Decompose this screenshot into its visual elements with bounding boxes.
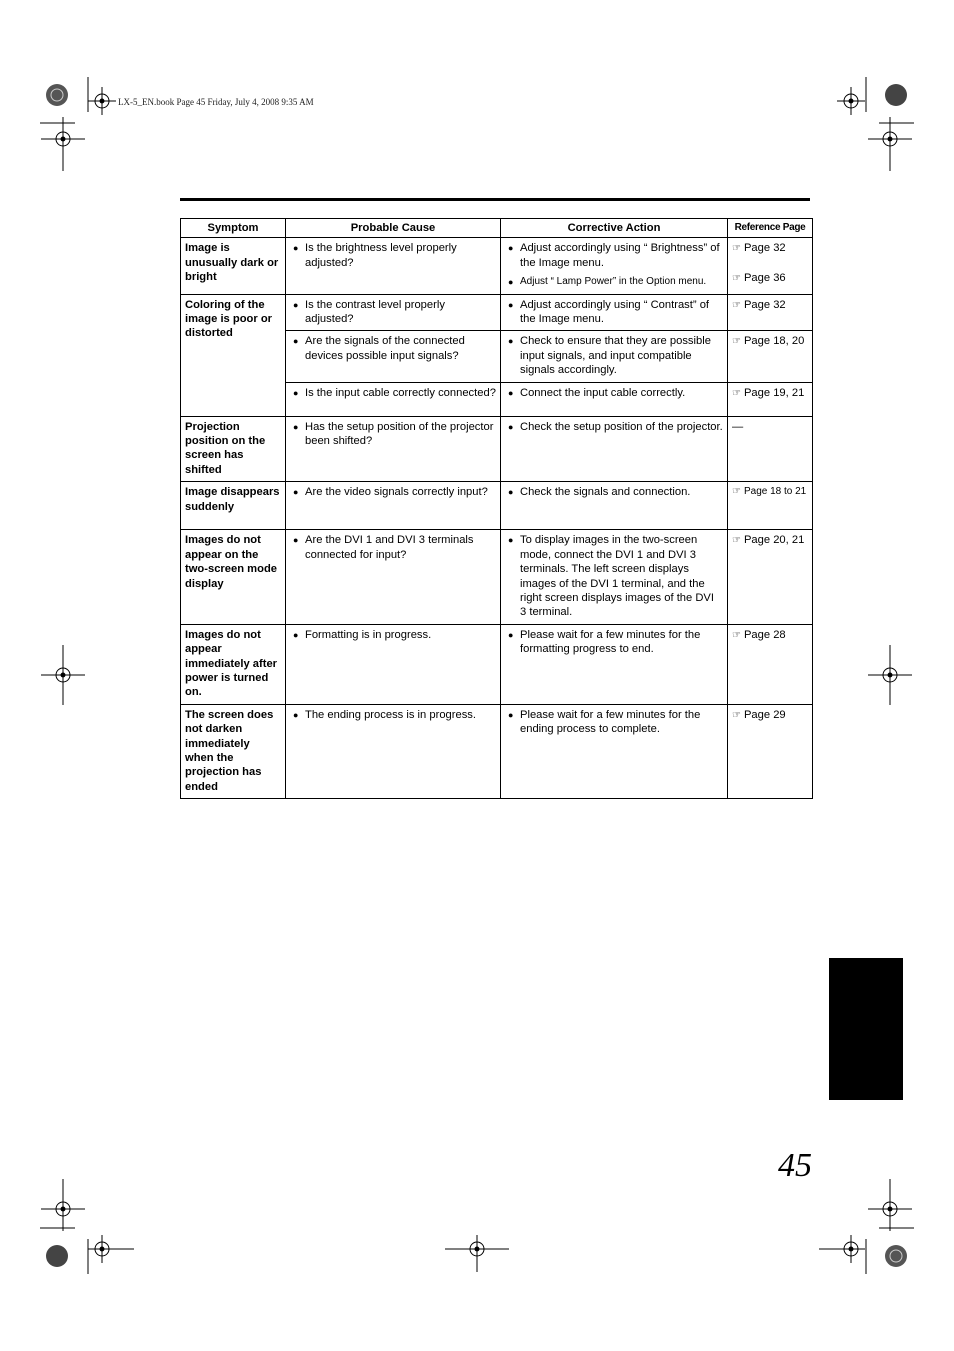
color-calibration-disc-icon (46, 84, 907, 1267)
pointing-hand-icon: ☞ (732, 709, 741, 721)
action-text: ● To display images in the two-screen mode, connect the DVI 1 and DVI 3 terminals. The left screen displays images of the DVI 1 terminal, and the right screen displays images of the DVI 3 terminal. (505, 533, 723, 619)
cause-text: ● Is the input cable correctly connected? (290, 386, 496, 400)
symptom-cell: Images do not appear immediately after power is turned on. (181, 624, 286, 704)
cause-text: ● Are the DVI 1 and DVI 3 terminals connected for input? (290, 533, 496, 562)
action-text: ● Adjust accordingly using “ Brightness” of the Image menu. (505, 241, 723, 270)
reference-link[interactable]: ☞ Page 19, 21 (732, 386, 805, 399)
reference-link[interactable]: ☞ Page 32 (732, 298, 786, 311)
header-corrective-action: Corrective Action (501, 219, 728, 238)
reference-link[interactable]: ☞ Page 29 (732, 708, 786, 721)
reference-cell: — (728, 416, 813, 482)
action-text: ● Please wait for a few minutes for the formatting progress to end. (505, 628, 723, 657)
header-probable-cause: Probable Cause (286, 219, 501, 238)
page-number: 45 (778, 1147, 812, 1184)
header-symptom: Symptom (181, 219, 286, 238)
pointing-hand-icon: ☞ (732, 387, 741, 399)
pointing-hand-icon: ☞ (732, 629, 741, 641)
header-reference-page: Reference Page (728, 219, 813, 238)
reference-link[interactable]: ☞ Page 36 (732, 271, 786, 284)
cause-text: ● Are the signals of the connected devices possible input signals? (290, 334, 496, 363)
symptom-cell: The screen does not darken immediately when the projection has ended (181, 704, 286, 798)
symptom-cell: Coloring of the image is poor or distorted (181, 294, 286, 416)
action-text: ● Check to ensure that they are possible input signals, and input compatible signals accordingly. (505, 334, 723, 377)
cause-text: ● The ending process is in progress. (290, 708, 496, 722)
action-text: ● Connect the input cable correctly. (505, 386, 723, 400)
cause-text: ● Has the setup position of the projector been shifted? (290, 420, 496, 449)
symptom-cell: Image disappears suddenly (181, 482, 286, 530)
symptom-cell: Image is unusually dark or bright (181, 238, 286, 294)
symptom-cell: Projection position on the screen has shifted (181, 416, 286, 482)
symptom-cell: Images do not appear on the two-screen mode display (181, 530, 286, 624)
action-text: ● Adjust accordingly using “ Contrast” of the Image menu. (505, 298, 723, 327)
registration-target-icon (41, 87, 912, 1272)
cause-text: ● Is the brightness level properly adjusted? (290, 241, 496, 270)
pointing-hand-icon: ☞ (732, 336, 741, 348)
pointing-hand-icon: ☞ (732, 272, 741, 284)
reference-link[interactable]: ☞ Page 32 (732, 242, 786, 255)
cause-text: ● Formatting is in progress. (290, 628, 496, 642)
action-text: ● Check the setup position of the projector. (505, 420, 723, 434)
pointing-hand-icon: ☞ (732, 299, 741, 311)
cause-text: ● Is the contrast level properly adjusted? (290, 298, 496, 327)
print-file-info: LX-5_EN.book Page 45 Friday, July 4, 2008 9:35 AM (118, 97, 314, 107)
pointing-hand-icon: ☞ (732, 535, 741, 547)
action-text: ● Check the signals and connection. (505, 485, 723, 499)
reference-link[interactable]: ☞ Page 20, 21 (732, 534, 805, 547)
action-text-secondary: ● Adjust “ Lamp Power” in the Option menu. (505, 275, 723, 289)
reference-link[interactable]: ☞ Page 18 to 21 (732, 486, 807, 498)
reference-link[interactable]: ☞ Page 28 (732, 628, 786, 641)
reference-link[interactable]: ☞ Page 18, 20 (732, 335, 805, 348)
action-text: ● Please wait for a few minutes for the ending process to complete. (505, 708, 723, 737)
pointing-hand-icon: ☞ (732, 486, 741, 498)
cause-text: ● Are the video signals correctly input? (290, 485, 496, 499)
pointing-hand-icon: ☞ (732, 243, 741, 255)
